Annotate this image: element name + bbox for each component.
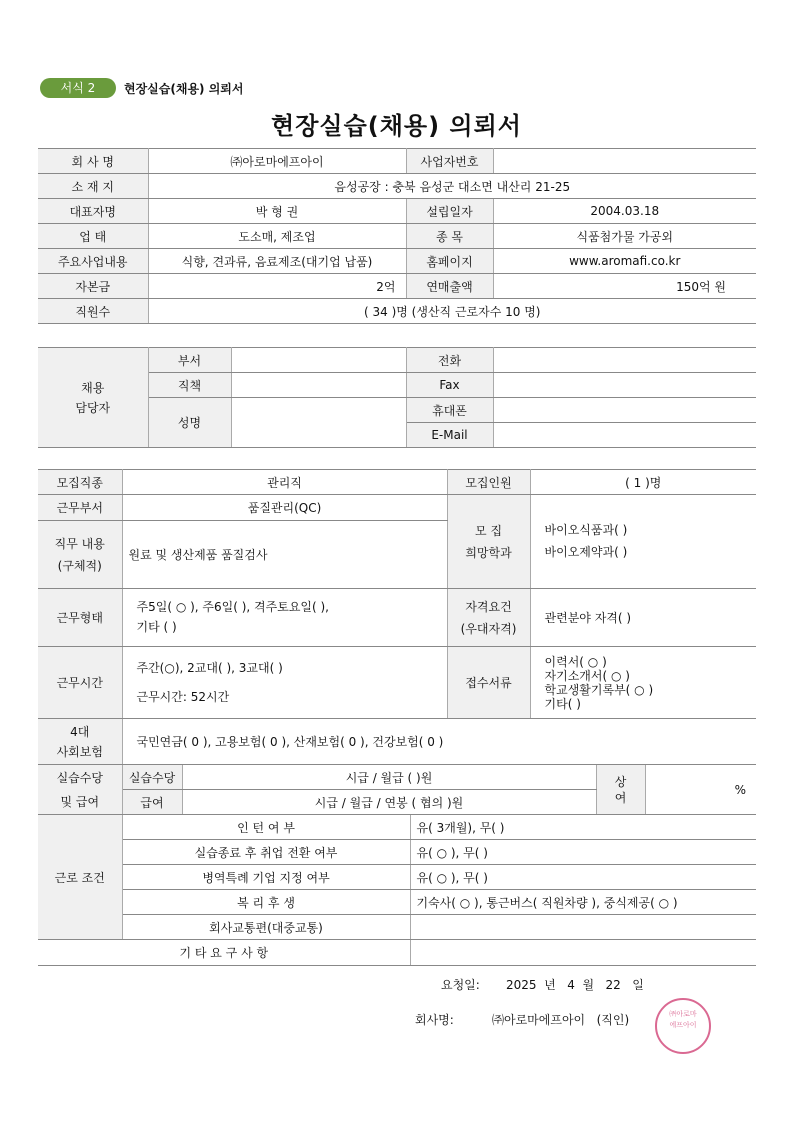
contact-email-label: E-Mail	[406, 423, 493, 448]
allowance-value: 시급 / 월급 ( )원	[182, 765, 596, 790]
condition-label: 복 리 후 생	[122, 890, 410, 915]
founded-label: 설립일자	[406, 199, 493, 224]
raise-label: 상 여	[596, 765, 645, 815]
document-item: 자기소개서( ○ )	[544, 668, 630, 683]
company-sign-label: 회사명:	[415, 1013, 454, 1027]
contact-fax-label: Fax	[406, 373, 493, 398]
condition-label: 인 턴 여 부	[122, 815, 410, 840]
homepage-label: 홈페이지	[406, 249, 493, 274]
contact-phone-value	[493, 348, 756, 373]
other-requests-value	[410, 940, 756, 966]
documents-value	[530, 647, 756, 719]
hours-label: 근무시간	[38, 647, 122, 719]
sales-label: 연매출액	[406, 274, 493, 299]
bizno-value	[493, 149, 756, 174]
contact-position-label: 직책	[148, 373, 231, 398]
duty-label: 직무 내용 (구체적)	[38, 521, 122, 589]
company-sign-name: ㈜아로마에프아이 (직인)	[492, 1013, 630, 1027]
page-title: 현장실습(채용) 의뢰서	[271, 112, 522, 140]
category-value: 식품첨가물 가공외	[493, 224, 756, 249]
address-label: 소 재 지	[38, 174, 148, 199]
work-type-line: 기타 ( )	[136, 620, 177, 634]
major-label: 모 집 희망학과	[447, 495, 530, 589]
contact-name-label: 성명	[148, 398, 231, 448]
condition-label: 병역특례 기업 지정 여부	[122, 865, 410, 890]
request-date: 2025 년 4 월 22 일	[506, 978, 644, 992]
insurance-label: 4대 사회보험	[38, 719, 122, 765]
contact-mobile-label: 휴대폰	[406, 398, 493, 423]
business-type-value: 도소매, 제조업	[148, 224, 406, 249]
job-value: 관리직	[122, 470, 447, 495]
business-type-label: 업 태	[38, 224, 148, 249]
recruit-table	[38, 469, 756, 966]
document-item: 이력서( ○ )	[544, 654, 607, 669]
salary-value: 시급 / 월급 / 연봉 ( 협의 )원	[182, 790, 596, 815]
contact-phone-label: 전화	[406, 348, 493, 373]
employees-label: 직원수	[38, 299, 148, 324]
capital-value: 2억	[148, 274, 406, 299]
contact-mobile-value	[493, 398, 756, 423]
document-item: 기타( )	[544, 696, 581, 711]
address-value: 음성공장 : 충북 음성군 대소면 내산리 21-25	[148, 174, 756, 199]
dept-value: 품질관리(QC)	[122, 495, 447, 521]
document-item: 학교생활기록부( ○ )	[544, 682, 654, 697]
insurance-value: 국민연금( 0 ), 고용보험( 0 ), 산재보험( 0 ), 건강보험( 0 )	[122, 719, 756, 765]
main-business-label: 주요사업내용	[38, 249, 148, 274]
company-info-table	[38, 148, 756, 324]
homepage-value: www.aromafi.co.kr	[493, 249, 756, 274]
work-type-label: 근무형태	[38, 589, 122, 647]
employees-value: ( 34 )명 (생산직 근로자수 10 명)	[148, 299, 756, 324]
documents-label: 접수서류	[447, 647, 530, 719]
qualification-value: 관련분야 자격( )	[530, 589, 756, 647]
conditions-label: 근로 조건	[38, 815, 122, 940]
ceo-label: 대표자명	[38, 199, 148, 224]
condition-value: 기숙사( ○ ), 통근버스( 직원차량 ), 중식제공( ○ )	[410, 890, 756, 915]
pay-label: 실습수당 및 급여	[38, 765, 122, 815]
dept-label: 근무부서	[38, 495, 122, 521]
form-badge: 서식 2	[40, 78, 116, 98]
raise-value: %	[645, 765, 756, 815]
contact-dept-label: 부서	[148, 348, 231, 373]
company-name: ㈜아로마에프아이	[148, 149, 406, 174]
bizno-label: 사업자번호	[406, 149, 493, 174]
other-requests-label: 기 타 요 구 사 항	[38, 940, 410, 966]
salary-label: 급여	[122, 790, 182, 815]
sales-value: 150억 원	[493, 274, 756, 299]
category-label: 종 목	[406, 224, 493, 249]
major-item: 바이오제약과( )	[544, 545, 628, 559]
job-label: 모집직종	[38, 470, 122, 495]
request-date-label: 요청일:	[441, 978, 480, 992]
ceo-value: 박 형 권	[148, 199, 406, 224]
form-subtitle: 현장실습(채용) 의뢰서	[124, 82, 244, 96]
contact-email-value	[493, 423, 756, 448]
founded-value: 2004.03.18	[493, 199, 756, 224]
contact-table	[38, 347, 756, 448]
contact-name-value	[231, 398, 406, 448]
qualification-label: 자격요건 (우대자격)	[447, 589, 530, 647]
count-value: ( 1 )명	[530, 470, 756, 495]
stamp-text: ㈜아로마 에프아이	[669, 1010, 697, 1029]
hours-line: 주간(○), 2교대( ), 3교대( )	[136, 660, 283, 675]
capital-label: 자본금	[38, 274, 148, 299]
company-name-label: 회 사 명	[38, 149, 148, 174]
hours-line: 근무시간: 52시간	[136, 689, 230, 704]
work-type-line: 주5일( ○ ), 주6일( ), 격주토요일( ),	[136, 600, 329, 614]
condition-value: 유( 3개월), 무( )	[410, 815, 756, 840]
count-label: 모집인원	[447, 470, 530, 495]
contact-position-value	[231, 373, 406, 398]
condition-value: 유( ○ ), 무( )	[410, 865, 756, 890]
major-value	[530, 495, 756, 589]
contact-fax-value	[493, 373, 756, 398]
condition-value: 유( ○ ), 무( )	[410, 840, 756, 865]
duty-value: 원료 및 생산제품 품질검사	[122, 521, 447, 589]
contact-dept-value	[231, 348, 406, 373]
company-seal-stamp	[655, 998, 711, 1054]
condition-value	[410, 915, 756, 940]
condition-label: 회사교통편(대중교통)	[122, 915, 410, 940]
main-business-value: 식향, 견과류, 음료제조(대기업 납품)	[148, 249, 406, 274]
contact-group-label: 채용 담당자	[38, 348, 148, 448]
hours-value	[122, 647, 447, 719]
allowance-label: 실습수당	[122, 765, 182, 790]
major-item: 바이오식품과( )	[544, 523, 628, 537]
work-type-value	[122, 589, 447, 647]
condition-label: 실습종료 후 취업 전환 여부	[122, 840, 410, 865]
